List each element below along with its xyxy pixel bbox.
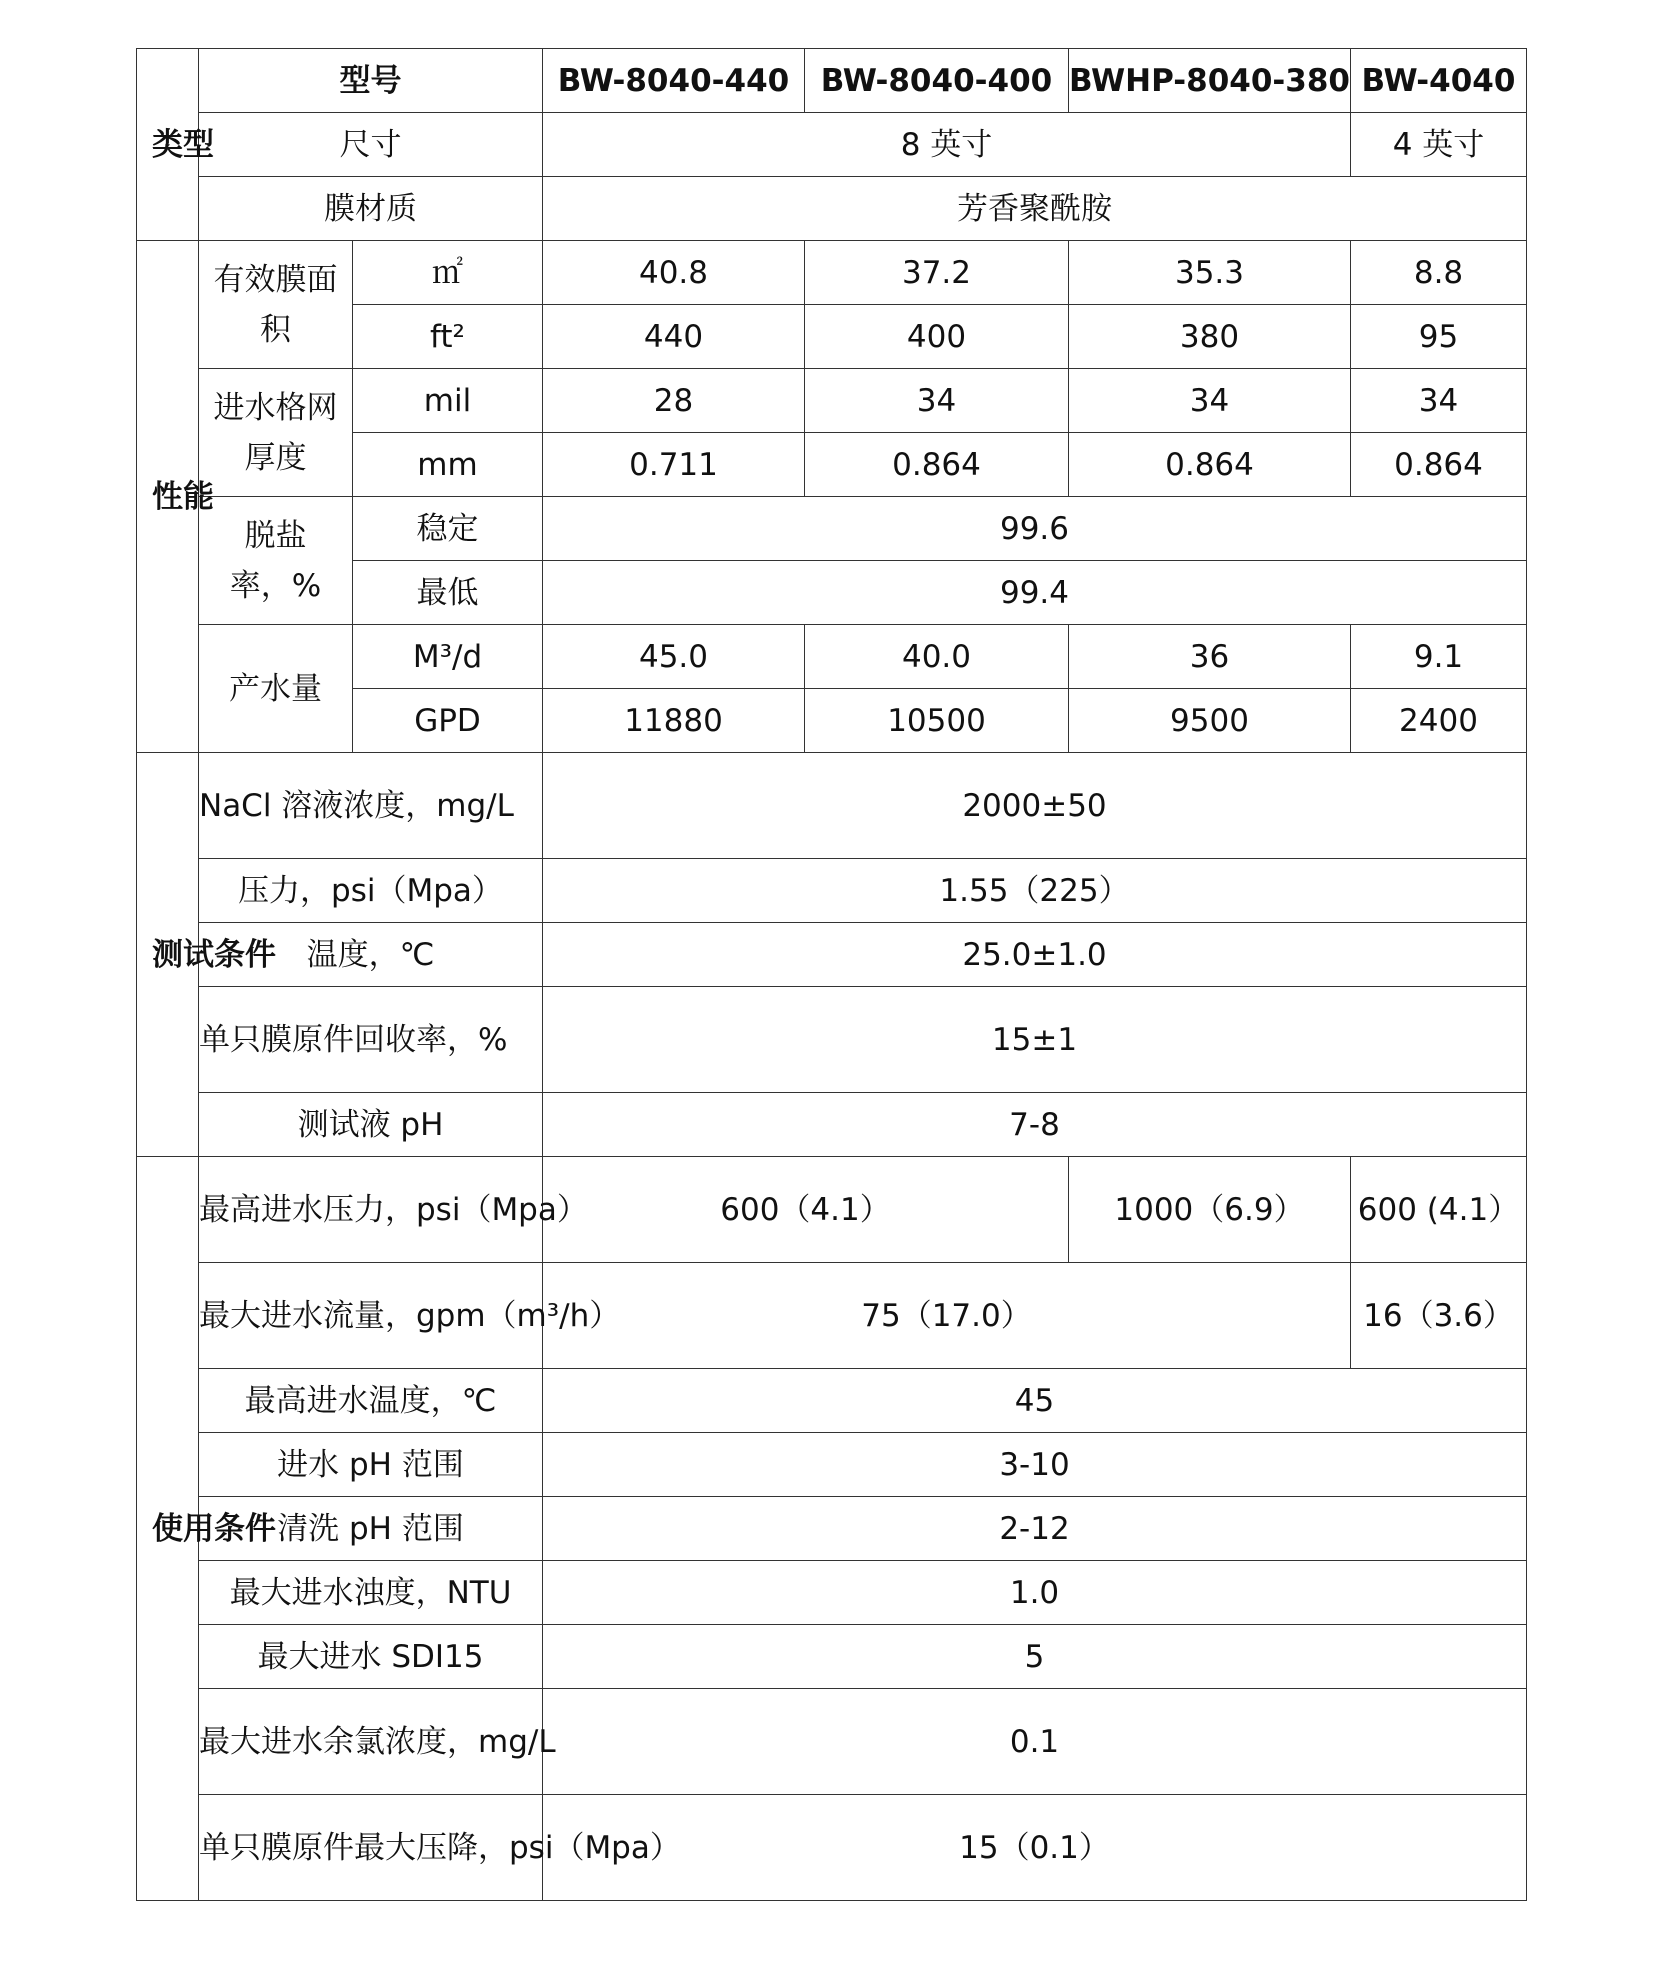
value-cell: 40.8 xyxy=(543,241,805,305)
model-header: BWHP-8040-380 xyxy=(1069,49,1351,113)
material-label: 膜材质 xyxy=(199,177,543,241)
use-label: 清洗 pH 范围 xyxy=(199,1497,543,1561)
value-cell: 99.4 xyxy=(543,561,1527,625)
value-cell: 0.864 xyxy=(1351,433,1527,497)
test-label: 温度，℃ xyxy=(199,923,543,987)
use-value: 0.1 xyxy=(543,1689,1527,1795)
value-cell: 10500 xyxy=(805,689,1069,753)
unit-cell: mil xyxy=(353,369,543,433)
use-label: 进水 pH 范围 xyxy=(199,1433,543,1497)
value-cell: 0.711 xyxy=(543,433,805,497)
model-label: 型号 xyxy=(199,49,543,113)
value-cell: 2400 xyxy=(1351,689,1527,753)
model-header: BW-8040-400 xyxy=(805,49,1069,113)
value-cell: 28 xyxy=(543,369,805,433)
test-value: 25.0±1.0 xyxy=(543,923,1527,987)
use-value: 1.0 xyxy=(543,1561,1527,1625)
model-header: BW-8040-440 xyxy=(543,49,805,113)
use-value: 16（3.6） xyxy=(1351,1263,1527,1369)
unit-cell: GPD xyxy=(353,689,543,753)
value-cell: 34 xyxy=(805,369,1069,433)
value-cell: 0.864 xyxy=(805,433,1069,497)
value-cell: 95 xyxy=(1351,305,1527,369)
use-value: 1000（6.9） xyxy=(1069,1157,1351,1263)
use-value: 5 xyxy=(543,1625,1527,1689)
use-value: 600 (4.1） xyxy=(1351,1157,1527,1263)
rejection-label: 脱盐率，% xyxy=(199,497,353,625)
category-type: 类型 xyxy=(137,49,199,241)
use-label: 最大进水流量，gpm（m³/h） xyxy=(199,1263,543,1369)
use-value: 15（0.1） xyxy=(543,1795,1527,1901)
value-cell: 37.2 xyxy=(805,241,1069,305)
size-value-8in: 8 英寸 xyxy=(543,113,1351,177)
unit-cell: mm xyxy=(353,433,543,497)
unit-cell: ft² xyxy=(353,305,543,369)
value-cell: 40.0 xyxy=(805,625,1069,689)
unit-cell: 最低 xyxy=(353,561,543,625)
spec-table xyxy=(136,48,1527,1901)
model-header: BW-4040 xyxy=(1351,49,1527,113)
value-cell: 8.8 xyxy=(1351,241,1527,305)
size-value-4in: 4 英寸 xyxy=(1351,113,1527,177)
value-cell: 35.3 xyxy=(1069,241,1351,305)
value-cell: 34 xyxy=(1069,369,1351,433)
value-cell: 9.1 xyxy=(1351,625,1527,689)
use-value: 600（4.1） xyxy=(543,1157,1069,1263)
size-label: 尺寸 xyxy=(199,113,543,177)
use-value: 75（17.0） xyxy=(543,1263,1351,1369)
value-cell: 99.6 xyxy=(543,497,1527,561)
flow-label: 产水量 xyxy=(199,625,353,753)
value-cell: 440 xyxy=(543,305,805,369)
test-label: 单只膜原件回收率，% xyxy=(199,987,543,1093)
use-value: 45 xyxy=(543,1369,1527,1433)
unit-cell: ㎡ xyxy=(353,241,543,305)
value-cell: 9500 xyxy=(1069,689,1351,753)
area-label: 有效膜面积 xyxy=(199,241,353,369)
test-label: 压力，psi（Mpa） xyxy=(199,859,543,923)
value-cell: 0.864 xyxy=(1069,433,1351,497)
use-label: 最大进水 SDI15 xyxy=(199,1625,543,1689)
use-label: 最高进水温度，℃ xyxy=(199,1369,543,1433)
use-value: 2-12 xyxy=(543,1497,1527,1561)
use-value: 3-10 xyxy=(543,1433,1527,1497)
value-cell: 11880 xyxy=(543,689,805,753)
material-value: 芳香聚酰胺 xyxy=(543,177,1527,241)
category-test: 测试条件 xyxy=(137,753,199,1157)
category-use: 使用条件 xyxy=(137,1157,199,1901)
use-label: 最高进水压力，psi（Mpa） xyxy=(199,1157,543,1263)
use-label: 最大进水余氯浓度，mg/L xyxy=(199,1689,543,1795)
value-cell: 34 xyxy=(1351,369,1527,433)
spacer-label: 进水格网厚度 xyxy=(199,369,353,497)
unit-cell: 稳定 xyxy=(353,497,543,561)
use-label: 最大进水浊度，NTU xyxy=(199,1561,543,1625)
test-value: 2000±50 xyxy=(543,753,1527,859)
test-label: NaCl 溶液浓度，mg/L xyxy=(199,753,543,859)
unit-cell: M³/d xyxy=(353,625,543,689)
value-cell: 36 xyxy=(1069,625,1351,689)
value-cell: 45.0 xyxy=(543,625,805,689)
test-label: 测试液 pH xyxy=(199,1093,543,1157)
value-cell: 380 xyxy=(1069,305,1351,369)
use-label: 单只膜原件最大压降，psi（Mpa） xyxy=(199,1795,543,1901)
test-value: 15±1 xyxy=(543,987,1527,1093)
test-value: 7-8 xyxy=(543,1093,1527,1157)
category-performance: 性能 xyxy=(137,241,199,753)
test-value: 1.55（225） xyxy=(543,859,1527,923)
value-cell: 400 xyxy=(805,305,1069,369)
